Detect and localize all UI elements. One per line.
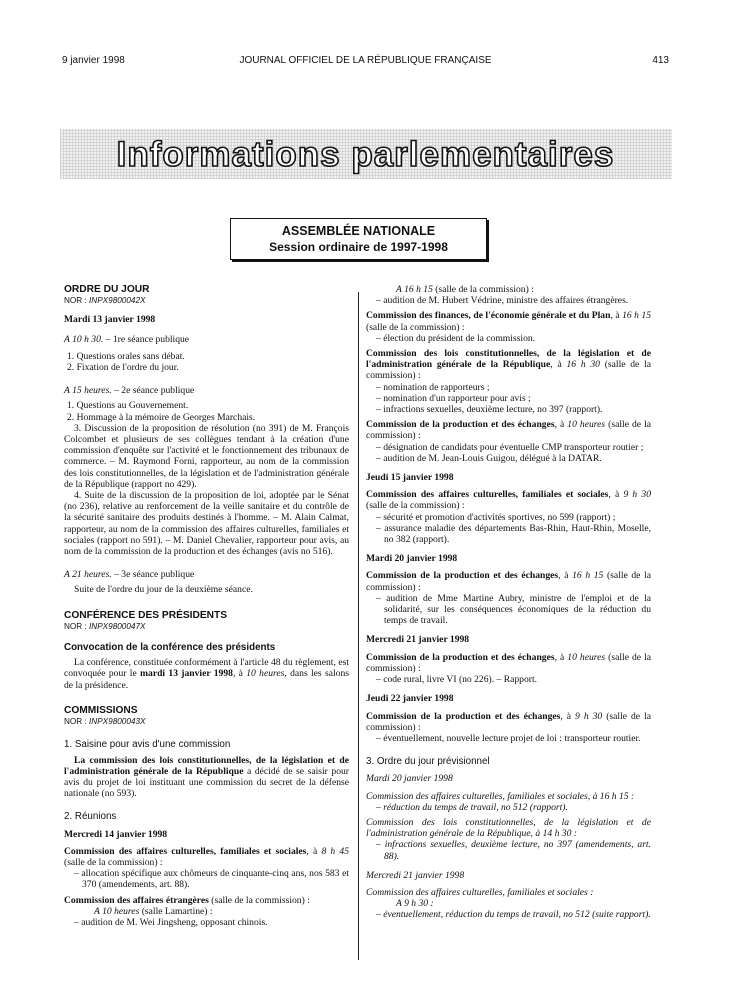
agenda-point: – audition de M. Jean-Louis Guigou, délégué à la DATAR. — [376, 452, 602, 464]
nor-label: NOR : — [64, 717, 90, 727]
seance-heading — [64, 334, 349, 345]
meeting-time: A 10 heures — [94, 905, 140, 917]
commission-name: Commission des affaires étrangères — [64, 894, 209, 906]
date-heading: Jeudi 22 janvier 1998 — [366, 693, 454, 705]
text-run: (salle de la commission) : — [64, 856, 163, 868]
commission-name: Commission des finances, de l'économie générale et du Plan — [366, 310, 611, 322]
left-column — [64, 284, 349, 928]
seance-time: A 10 h 30. — [64, 333, 104, 345]
date-heading: Mardi 20 janvier 1998 — [366, 553, 458, 565]
date-heading: Mercredi 14 janvier 1998 — [64, 828, 168, 840]
meeting-time-line — [64, 906, 349, 917]
nor-reference — [64, 295, 349, 306]
meeting-time: 9 h 30 — [575, 710, 603, 722]
date-heading: Mardi 20 janvier 1998 — [366, 773, 453, 785]
commission-name: Commission de la production et des échanges — [366, 570, 559, 582]
commission-name: Commission des affaires culturelles, familiales et sociales — [64, 845, 307, 857]
text-run: (salle de la commission) : — [366, 570, 651, 593]
text-run: , à — [560, 710, 576, 722]
agenda-point: – infractions sexuelles, deuxième lecture, no 397 (amendements, art. 88). — [376, 839, 651, 862]
nor-code: INPX9800043X — [89, 717, 146, 727]
text-run: (salle de la commission) : — [366, 710, 651, 733]
nor-reference — [64, 716, 349, 727]
nor-reference — [64, 621, 349, 632]
nor-label: NOR : — [64, 621, 90, 631]
section-title-commissions: COMMISSIONS — [64, 704, 138, 716]
nor-code: INPX9800042X — [89, 296, 146, 306]
section-title-ordre-du-jour: ORDRE DU JOUR — [64, 284, 150, 295]
agenda-point: – assurance maladie des départements Bas-Rhin, Haut-Rhin, Moselle, no 382 (rapport). — [376, 522, 651, 546]
header-page-number: 413 — [652, 55, 669, 66]
column-divider — [358, 292, 359, 960]
convocation-text — [64, 657, 349, 691]
text-run: , à — [232, 668, 247, 680]
text-run: (salle de la commission) : — [366, 500, 465, 512]
right-column — [366, 284, 651, 921]
saisine-text — [64, 755, 349, 800]
text-run-bold: La commission des lois constitutionnelles, de la législation et de l'administration générale de la République — [64, 754, 349, 777]
meeting-time: 16 h 15 — [622, 310, 651, 322]
text-run-bold: mardi 13 janvier 1998 — [140, 668, 233, 680]
meeting-time-line — [366, 284, 651, 295]
commission-entry — [64, 846, 349, 868]
subsection-title: Convocation de la conférence des présidents — [64, 642, 276, 654]
seance-label: – 1re séance publique — [103, 333, 190, 345]
header-date: 9 janvier 1998 — [62, 55, 125, 66]
date-heading: Jeudi 15 janvier 1998 — [366, 472, 454, 484]
agenda-point: – réduction du temps de travail, no 512 (rapport). — [376, 801, 568, 813]
seance-label: – 2e séance publique — [111, 385, 195, 397]
commission-entry — [366, 419, 651, 441]
agenda-point: – élection du président de la commission. — [376, 332, 536, 344]
commission-name: Commission des lois constitutionnelles, de la législation et de l'administration générale de la République — [366, 348, 651, 371]
text-run: La conférence, constituée conformément à l'article 48 du règlement, est convoquée pour le — [64, 657, 349, 680]
agenda-item: 2. Fixation de l'ordre du jour. — [67, 362, 179, 374]
commission-name: Commission de la production et des échanges — [366, 419, 555, 431]
commission-entry — [366, 652, 651, 674]
meeting-time: 9 h 30 — [623, 489, 651, 501]
text-run: (salle de la commission) : — [432, 284, 534, 295]
commission-name: Commission de la production et des échanges — [366, 710, 561, 722]
assembly-name: ASSEMBLÉE NATIONALE — [281, 224, 436, 238]
text-run: , à — [550, 359, 567, 371]
text-run: (salle Lamartine) : — [139, 905, 213, 917]
agenda-point: – sécurité et promotion d'activités sportives, no 599 (rapport) ; — [376, 511, 616, 523]
text-run: (salle de la commission) : — [366, 651, 652, 674]
meeting-time: 16 h 15 — [572, 570, 604, 582]
text-run-italic: 10 heures — [246, 668, 285, 680]
seance-heading — [64, 569, 349, 580]
banner-title: Informations parlementaires — [116, 135, 615, 174]
text-run: , à — [554, 419, 568, 431]
commission-entry — [64, 895, 349, 906]
agenda-point: – audition de Mme Martine Aubry, ministre de l'emploi et de la solidarité, sur les conséquences économiques de la réduction du temps de travail. — [376, 592, 651, 627]
meeting-time: A 16 h 15 — [396, 284, 433, 295]
meeting-time: 10 heures — [567, 651, 606, 663]
session-name: Session ordinaire de 1997-1998 — [269, 240, 448, 254]
agenda-point: – audition de M. Wei Jingsheng, opposant chinois. — [74, 916, 268, 928]
text-run: , à — [610, 310, 623, 322]
nor-code: INPX9800047X — [89, 621, 146, 631]
date-heading: Mardi 13 janvier 1998 — [64, 314, 156, 326]
seance-label: – 3e séance publique — [111, 569, 195, 581]
text-run: , à — [608, 489, 624, 501]
meeting-time: A 9 h 30 : — [396, 898, 434, 910]
header-journal-title: JOURNAL OFFICIEL DE LA RÉPUBLIQUE FRANÇAISE — [239, 55, 492, 66]
commission-name: Commission de la production et des échanges — [366, 651, 555, 663]
text-run: , à — [306, 845, 322, 857]
text-run: , à — [558, 570, 573, 582]
agenda-point: – éventuellement, nouvelle lecture projet de loi : transporteur routier. — [376, 732, 641, 744]
agenda-item: 3. Discussion de la proposition de résolution (no 391) de M. François Colcombet et plusieurs de ses collègues tendant à la création d'une commission d'enquête sur l'activité et le fonctionnement des tribunaux de commerce. – M. Raymond Forni, rapporteur, au nom de la commission des lois constitutionnelles, de la législation et de l'administration générale de la République (rapport no 429). — [64, 422, 349, 490]
text-run: a décidé de se saisir pour avis du projet de loi instituant une commission du secret de la défense nationale (no 593). — [64, 765, 349, 800]
text-run: , à — [554, 651, 568, 663]
nor-label: NOR : — [64, 296, 90, 306]
commission-name: Commission des affaires culturelles, familiales et sociales — [366, 489, 609, 501]
agenda-point: – nomination de rapporteurs ; — [376, 381, 490, 393]
seance-time: A 15 heures. — [64, 385, 112, 397]
agenda-point: – infractions sexuelles, deuxième lecture, no 397 (rapport). — [376, 404, 603, 416]
commission-entry — [366, 711, 651, 733]
agenda-item: 1. Questions au Gouvernement. — [67, 400, 189, 412]
seance-time: A 21 heures. — [64, 569, 112, 581]
meeting-time: 16 h 30 — [566, 359, 600, 371]
date-heading: Mercredi 21 janvier 1998 — [366, 869, 465, 881]
agenda-item: 4. Suite de la discussion de la proposition de loi, adoptée par le Sénat (no 236), relative au renforcement de la veille sanitaire et du contrôle de la sécurité sanitaire des produits destinés à l'homme. – M. Alain Calmat, rapporteur, au nom de la commission des affaires culturelles, familiales et sociales (rapport no 591). – M. Daniel Chevalier, rapporteur pour avis, au nom de la commission de la production et des échanges (avis no 516). — [64, 490, 349, 558]
commission-entry: Commission des lois constitutionnelles, de la législation et de l'administration générale de la République, à 14 h 30 : — [366, 816, 651, 840]
text-run: (salle de la commission) : — [366, 359, 651, 382]
agenda-point: – éventuellement, réduction du temps de travail, no 512 (suite rapport). — [376, 909, 651, 921]
seance-heading — [64, 385, 349, 396]
subsection-title: 1. Saisine pour avis d'une commission — [64, 739, 231, 751]
agenda-point: – nomination d'un rapporteur pour avis ; — [376, 392, 531, 404]
date-heading: Mercredi 21 janvier 1998 — [366, 634, 470, 646]
session-box — [230, 218, 487, 260]
commission-entry — [366, 570, 651, 592]
meeting-time: 10 heures — [567, 419, 606, 431]
agenda-point: – désignation de candidats pour éventuelle CMP transporteur routier ; — [376, 441, 644, 453]
commission-entry — [366, 489, 651, 511]
commission-entry — [366, 348, 651, 382]
text-run: (salle de la commission) : — [208, 894, 310, 906]
subsection-title: 2. Réunions — [64, 811, 117, 823]
agenda-point: – audition de M. Hubert Védrine, ministre des affaires étrangères. — [376, 295, 629, 307]
commission-entry — [366, 310, 651, 332]
subsection-title: 3. Ordre du jour prévisionnel — [366, 756, 490, 768]
agenda-item: 2. Hommage à la mémoire de Georges Marchais. — [67, 411, 256, 423]
meeting-time: 8 h 45 — [321, 845, 349, 857]
text-run: (salle de la commission) : — [366, 321, 465, 333]
agenda-item: Suite de l'ordre du jour de la deuxième séance. — [74, 584, 253, 596]
text-run: , dans les salons de la présidence. — [64, 668, 349, 691]
text-run: (salle de la commission) : — [366, 419, 652, 442]
agenda-point: – code rural, livre VI (no 226). – Rapport. — [376, 674, 538, 686]
agenda-point: – allocation spécifique aux chômeurs de cinquante-cinq ans, nos 583 et 370 (amendements, art. 88). — [74, 868, 349, 891]
section-title-conference: CONFÉRENCE DES PRÉSIDENTS — [64, 609, 228, 621]
commission-entry: Commission des affaires culturelles, familiales et sociales, à 16 h 15 : — [366, 790, 635, 802]
agenda-item: 1. Questions orales sans débat. — [67, 350, 185, 362]
commission-entry: Commission des affaires culturelles, familiales et sociales : — [366, 886, 594, 898]
